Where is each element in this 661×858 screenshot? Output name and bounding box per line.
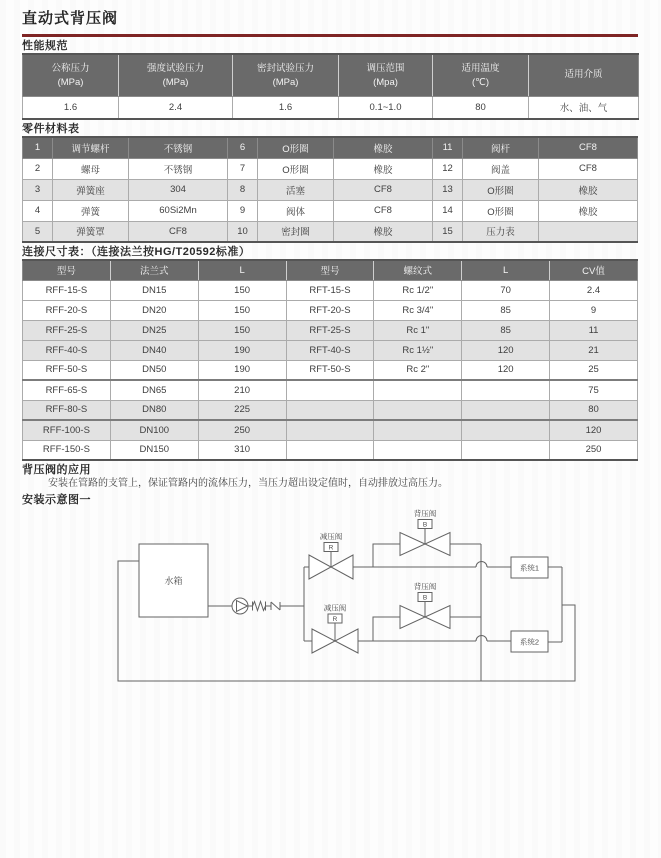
application-text: 安装在管路的支管上，保证管路内的流体压力，当压力超出设定值时，自动排放过高压力。: [48, 478, 448, 489]
dimensions-header-cell: 法兰式: [110, 260, 198, 280]
dimensions-cell: 150: [198, 300, 286, 320]
materials-cell: 2: [23, 158, 53, 179]
dimensions-cell: 25: [550, 360, 638, 380]
materials-row: [23, 200, 638, 221]
dimensions-row: [23, 400, 638, 420]
dimensions-cell: [462, 420, 550, 440]
dimensions-cell: Rc 1": [374, 320, 462, 340]
installation-diagram-svg: [0, 507, 661, 698]
dimensions-cell: RFF-40-S: [23, 340, 111, 360]
materials-cell: 15: [433, 221, 463, 242]
dimensions-header-cell: L: [198, 260, 286, 280]
materials-cell: 10: [228, 221, 258, 242]
dimensions-row: [23, 340, 638, 360]
dimensions-cell: 190: [198, 340, 286, 360]
dimensions-cell: 85: [462, 320, 550, 340]
materials-cell: 橡胶: [334, 137, 433, 158]
dimensions-cell: 310: [198, 440, 286, 460]
reducing-valve-label-1: 减压阀: [319, 532, 343, 541]
materials-section-heading: 零件材料表: [22, 123, 80, 135]
dimensions-cell: [462, 380, 550, 400]
materials-cell: 4: [23, 200, 53, 221]
spec-section-heading: 性能规范: [22, 40, 68, 52]
dimensions-cell: [286, 440, 374, 460]
reducing-valve-label-2: 减压阀: [323, 603, 347, 613]
dimensions-cell: DN25: [110, 320, 198, 340]
spec-header-name: 调压范围: [366, 62, 405, 74]
dimensions-cell: DN65: [110, 380, 198, 400]
materials-cell: 橡胶: [334, 221, 433, 242]
materials-row: [23, 137, 638, 158]
dimensions-cell: RFF-80-S: [23, 400, 111, 420]
back-pressure-valve-code-1: B: [422, 521, 428, 529]
spec-header-cell: [529, 54, 639, 96]
materials-cell: 橡胶: [539, 179, 638, 200]
dimensions-row: [23, 380, 638, 400]
dimensions-cell: 2.4: [550, 280, 638, 300]
spec-table: [22, 53, 639, 120]
spec-header-unit: (℃): [472, 76, 489, 88]
reducing-valve-icon-1b: [331, 555, 353, 579]
dimensions-cell: RFF-100-S: [23, 420, 111, 440]
dimensions-cell: 80: [550, 400, 638, 420]
materials-cell: 阀盖: [463, 158, 539, 179]
dimensions-cell: [462, 440, 550, 460]
materials-cell: 304: [129, 179, 228, 200]
dimensions-cell: DN100: [110, 420, 198, 440]
materials-cell: 60Si2Mn: [129, 200, 228, 221]
flex-joint-icon: [271, 602, 304, 610]
dimensions-cell: RFF-50-S: [23, 360, 111, 380]
materials-cell: 活塞: [258, 179, 334, 200]
materials-cell: 1: [23, 137, 53, 158]
dimensions-cell: 11: [550, 320, 638, 340]
materials-cell: 螺母: [53, 158, 129, 179]
dimensions-cell: 210: [198, 380, 286, 400]
dimensions-cell: RFT-50-S: [286, 360, 374, 380]
back-pressure-valve-label-2: 背压阀: [413, 582, 437, 591]
materials-cell: 调节螺杆: [53, 137, 129, 158]
materials-row: [23, 179, 638, 200]
materials-row: [23, 158, 638, 179]
dimensions-cell: 70: [462, 280, 550, 300]
materials-cell: [539, 221, 638, 242]
materials-table: [22, 136, 638, 243]
dimensions-cell: [286, 420, 374, 440]
dimensions-cell: DN80: [110, 400, 198, 420]
dimensions-header-cell: CV值: [550, 260, 638, 280]
upper-bypass-pipe: [373, 544, 481, 681]
spec-header-cell: [119, 54, 233, 96]
spec-value-cell: 1.6: [23, 96, 119, 119]
spec-value-cell: 1.6: [233, 96, 339, 119]
dimensions-row: [23, 360, 638, 380]
reducing-valve-icon-2b: [335, 629, 358, 653]
dimensions-cell: 190: [198, 360, 286, 380]
dimensions-cell: [286, 400, 374, 420]
spec-header-unit: (MPa): [162, 76, 189, 88]
dimensions-cell: Rc 1/2": [374, 280, 462, 300]
dimensions-row: [23, 300, 638, 320]
materials-cell: 橡胶: [539, 200, 638, 221]
spec-header-cell: [23, 54, 119, 96]
spec-header-row: [23, 54, 639, 96]
page-title: 直动式背压阀: [22, 10, 119, 27]
materials-cell: O形圈: [463, 179, 539, 200]
spec-header-unit: (MPa): [57, 76, 84, 88]
application-section-heading: 背压阀的应用: [22, 464, 91, 476]
lower-bypass-pipe: [373, 617, 481, 641]
dimensions-cell: 21: [550, 340, 638, 360]
dimensions-cell: 75: [550, 380, 638, 400]
reducing-valve-code-2: R: [332, 616, 338, 623]
dimensions-cell: RFF-20-S: [23, 300, 111, 320]
materials-cell: CF8: [334, 200, 433, 221]
dimensions-cell: [374, 400, 462, 420]
materials-cell: 弹簧座: [53, 179, 129, 200]
dimensions-cell: RFT-40-S: [286, 340, 374, 360]
dimensions-cell: 250: [198, 420, 286, 440]
dimensions-cell: Rc 3/4": [374, 300, 462, 320]
materials-cell: 5: [23, 221, 53, 242]
dimensions-cell: 120: [462, 360, 550, 380]
back-pressure-valve-icon-1b: [425, 533, 450, 556]
dimensions-cell: DN50: [110, 360, 198, 380]
tank-label: 水箱: [164, 576, 183, 586]
dimensions-cell: DN40: [110, 340, 198, 360]
dimensions-cell: [374, 440, 462, 460]
back-pressure-valve-icon-2b: [425, 606, 450, 629]
materials-cell: CF8: [539, 158, 638, 179]
dimensions-cell: 85: [462, 300, 550, 320]
dimensions-cell: DN15: [110, 280, 198, 300]
materials-cell: 压力表: [463, 221, 539, 242]
dimensions-cell: 225: [198, 400, 286, 420]
dimensions-cell: 120: [550, 420, 638, 440]
materials-cell: 3: [23, 179, 53, 200]
materials-cell: 不锈钢: [129, 158, 228, 179]
materials-cell: 6: [228, 137, 258, 158]
spec-header-cell: [433, 54, 529, 96]
dimensions-cell: 150: [198, 320, 286, 340]
materials-cell: 13: [433, 179, 463, 200]
dimensions-header-cell: L: [462, 260, 550, 280]
spec-header-unit: (MPa): [272, 76, 299, 88]
dimensions-cell: RFF-15-S: [23, 280, 111, 300]
spec-value-cell: 水、油、气: [529, 96, 639, 119]
materials-cell: 弹簧: [53, 200, 129, 221]
reducing-valve-icon-1: [309, 555, 331, 579]
installation-diagram: [0, 507, 661, 698]
materials-cell: O形圈: [463, 200, 539, 221]
dimensions-cell: RFT-15-S: [286, 280, 374, 300]
materials-cell: 弹簧罩: [53, 221, 129, 242]
materials-cell: CF8: [539, 137, 638, 158]
dimensions-header-cell: 螺纹式: [374, 260, 462, 280]
materials-cell: 14: [433, 200, 463, 221]
dimensions-header-cell: 型号: [23, 260, 111, 280]
materials-cell: 橡胶: [334, 158, 433, 179]
dimensions-header-cell: 型号: [286, 260, 374, 280]
back-pressure-valve-label-1: 背压阀: [413, 509, 437, 518]
spec-header-unit: (Mpa): [373, 76, 398, 88]
dimensions-cell: RFF-65-S: [23, 380, 111, 400]
materials-row: [23, 221, 638, 242]
dimensions-cell: Rc 1½": [374, 340, 462, 360]
system1-label: 系统1: [519, 563, 540, 573]
spec-value-cell: 80: [433, 96, 529, 119]
materials-cell: O形圈: [258, 158, 334, 179]
materials-cell: 11: [433, 137, 463, 158]
system2-label: 系统2: [519, 637, 540, 647]
dimensions-row: [23, 440, 638, 460]
materials-cell: 12: [433, 158, 463, 179]
reducing-valve-icon-2: [312, 629, 335, 653]
diagram-section-heading: 安装示意图一: [22, 494, 91, 506]
spec-value-cell: 2.4: [119, 96, 233, 119]
spec-header-name: 适用温度: [461, 62, 500, 74]
dimensions-cell: 250: [550, 440, 638, 460]
materials-cell: 密封圈: [258, 221, 334, 242]
dimensions-header-row: [23, 260, 638, 280]
materials-cell: 不锈钢: [129, 137, 228, 158]
dimensions-cell: 120: [462, 340, 550, 360]
dimensions-cell: Rc 2": [374, 360, 462, 380]
materials-cell: CF8: [129, 221, 228, 242]
reducing-valve-code-1: R: [328, 544, 334, 552]
back-pressure-valve-icon-1: [400, 533, 425, 556]
back-pressure-valve-code-2: B: [422, 594, 428, 602]
dimensions-cell: RFF-150-S: [23, 440, 111, 460]
dimensions-row: [23, 320, 638, 340]
dimensions-cell: RFT-25-S: [286, 320, 374, 340]
dimensions-cell: DN20: [110, 300, 198, 320]
spec-value-row: [23, 96, 639, 119]
dimensions-section-heading: 连接尺寸表：（连接法兰按HG/T20592标准）: [22, 246, 251, 258]
materials-cell: 7: [228, 158, 258, 179]
dimensions-cell: 9: [550, 300, 638, 320]
dimensions-row: [23, 280, 638, 300]
bellows-icon: [248, 602, 271, 611]
materials-cell: 阀体: [258, 200, 334, 221]
dimensions-cell: 150: [198, 280, 286, 300]
spec-header-cell: [233, 54, 339, 96]
spec-header-cell: [339, 54, 433, 96]
spec-header-name: 强度试验压力: [146, 62, 204, 74]
dimensions-cell: [286, 380, 374, 400]
spec-header-name: 公称压力: [51, 62, 90, 74]
materials-cell: 8: [228, 179, 258, 200]
materials-cell: 9: [228, 200, 258, 221]
spec-value-cell: 0.1~1.0: [339, 96, 433, 119]
dimensions-cell: DN150: [110, 440, 198, 460]
spec-header-name: 密封试验压力: [256, 62, 314, 74]
dimensions-cell: [374, 380, 462, 400]
materials-cell: O形圈: [258, 137, 334, 158]
dimensions-cell: [374, 420, 462, 440]
dimensions-table: [22, 259, 638, 461]
dimensions-cell: RFT-20-S: [286, 300, 374, 320]
spec-header-name: 适用介质: [564, 69, 603, 81]
back-pressure-valve-icon-2: [400, 606, 425, 629]
dimensions-row: [23, 420, 638, 440]
dimensions-cell: RFF-25-S: [23, 320, 111, 340]
materials-cell: CF8: [334, 179, 433, 200]
materials-cell: 阀杆: [463, 137, 539, 158]
dimensions-cell: [462, 400, 550, 420]
